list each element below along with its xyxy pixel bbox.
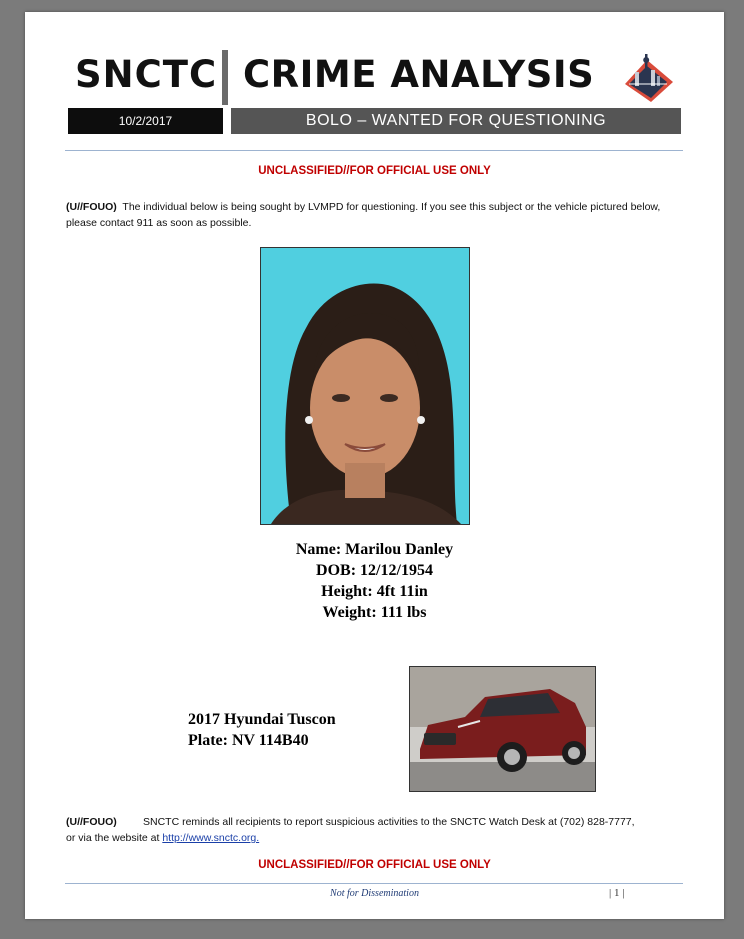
vehicle-photo <box>409 666 596 792</box>
bulletin-date: 10/2/2017 <box>118 114 173 128</box>
header-rule <box>65 150 683 151</box>
website-link[interactable]: http://www.snctc.org. <box>162 832 260 844</box>
classification-bottom: UNCLASSIFIED//FOR OFFICIAL USE ONLY <box>258 859 491 871</box>
notice-text-1: SNCTC reminds all recipients to report suspicious activities to the SNCTC Watch Desk at (702) 828-7777, <box>143 816 635 828</box>
vehicle-plate: Plate: NV 114B40 <box>188 732 309 749</box>
intro-paragraph <box>66 199 686 231</box>
notice-text-2: or via the website at <box>66 832 163 844</box>
bolo-bar <box>231 108 681 134</box>
subject-name: Name: Marilou Danley <box>295 541 454 558</box>
bulletin-type: BOLO – WANTED FOR QUESTIONING <box>305 112 607 129</box>
page-number: | 1 | <box>609 887 625 899</box>
notice-marking: (U//FOUO) <box>66 816 117 828</box>
subject-weight: Weight: 111 lbs <box>322 604 427 621</box>
classification-top: UNCLASSIFIED//FOR OFFICIAL USE ONLY <box>258 165 491 177</box>
subject-height: Height: 4ft 11in <box>321 583 428 600</box>
header-divider <box>222 50 228 105</box>
footer-rule <box>65 883 683 884</box>
skyline-logo-icon <box>621 52 677 104</box>
date-bar <box>68 108 223 134</box>
subject-details <box>25 539 724 623</box>
vehicle-model: 2017 Hyundai Tuscon <box>188 711 336 728</box>
vehicle-details <box>188 709 336 751</box>
subject-photo <box>260 247 470 525</box>
intro-text: The individual below is being sought by LVMPD for questioning. If you see this subject or the vehicle pictured below, please contact 911 as soon as possible. <box>66 201 661 229</box>
notice-paragraph <box>66 814 686 846</box>
subject-dob: DOB: 12/12/1954 <box>316 562 433 579</box>
bulletin-page <box>25 12 724 919</box>
dissemination-note: Not for Dissemination <box>330 888 419 899</box>
intro-marking: (U//FOUO) <box>66 201 117 213</box>
org-logo-text: SNCTC <box>75 53 218 96</box>
header-title: CRIME ANALYSIS <box>243 53 595 96</box>
